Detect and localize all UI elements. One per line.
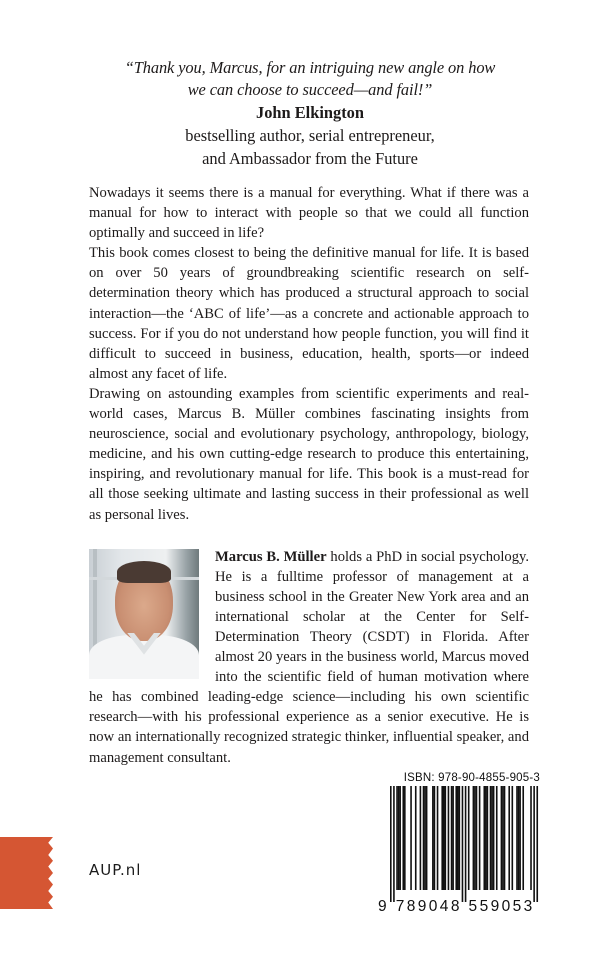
barcode-bar bbox=[483, 786, 485, 890]
barcode-bar bbox=[452, 786, 454, 890]
barcode-bar bbox=[432, 786, 434, 890]
publisher-url: AUP.nl bbox=[89, 861, 142, 879]
barcode-bar bbox=[451, 786, 453, 890]
barcode-bar bbox=[487, 786, 489, 890]
barcode-bar bbox=[448, 786, 450, 890]
quote-author: John Elkington bbox=[256, 103, 364, 122]
barcode-bar bbox=[468, 786, 470, 890]
isbn-label: ISBN: 978-90-4855-905-3 bbox=[403, 772, 540, 784]
barcode-bar bbox=[512, 786, 514, 890]
author-name: Marcus B. Müller bbox=[215, 548, 327, 565]
barcode-bar bbox=[479, 786, 481, 890]
barcode-bar bbox=[491, 786, 493, 890]
quote-line: “Thank you, Marcus, for an intriguing new angle on how bbox=[124, 58, 496, 77]
barcode-bar bbox=[455, 786, 457, 890]
barcode-bar bbox=[476, 786, 478, 890]
blurb-paragraph: Drawing on astounding examples from scientific experiments and real-world cases, Marcus B. Müller combines fascinating insights from neuroscience, social and evolutionary psychology, anthropology, biology, medicine, and his own cutting-edge research to produce this entertaining, inspiring, and revolutionary manual for life. This book is a must-read for all those seeking ultimate and lasting success in their professional as well as personal lives. bbox=[89, 385, 529, 523]
barcode-bar bbox=[518, 786, 520, 890]
isbn-digits: 9 789048 559053 bbox=[378, 898, 535, 915]
author-bio bbox=[89, 547, 529, 768]
barcode-bar bbox=[501, 786, 503, 890]
barcode-bar bbox=[410, 786, 412, 890]
barcode-bar bbox=[390, 786, 392, 902]
barcode-bar bbox=[434, 786, 436, 890]
barcode-bar bbox=[502, 786, 504, 890]
barcode-bar bbox=[399, 786, 401, 890]
barcode-bar bbox=[398, 786, 400, 890]
barcode-bar bbox=[504, 786, 506, 890]
barcode-bar bbox=[536, 786, 538, 902]
endorsement-quote bbox=[80, 57, 540, 170]
barcode-bar bbox=[533, 786, 535, 902]
photo-shirt bbox=[89, 635, 199, 679]
publisher-logo-tab bbox=[0, 837, 53, 909]
barcode-bar bbox=[424, 786, 426, 890]
barcode-bar bbox=[516, 786, 518, 890]
barcode-bar bbox=[519, 786, 521, 890]
barcode-bar bbox=[415, 786, 417, 890]
barcode-bar bbox=[423, 786, 425, 890]
barcode-bar bbox=[473, 786, 475, 890]
barcode-bar bbox=[462, 786, 464, 902]
barcode-bar bbox=[508, 786, 510, 890]
author-photo bbox=[89, 549, 199, 679]
barcode-bar bbox=[474, 786, 476, 890]
barcode-bar bbox=[441, 786, 443, 890]
barcode-bar bbox=[485, 786, 487, 890]
photo-hair bbox=[117, 561, 171, 583]
blurb-paragraph: Nowadays it seems there is a manual for everything. What if there was a manual for how to interact with people so that we could all function optimally and succeed in life? bbox=[89, 185, 529, 242]
barcode-bar bbox=[393, 786, 395, 902]
barcode-bar bbox=[396, 786, 398, 890]
barcode-bar bbox=[426, 786, 428, 890]
back-cover-text-column bbox=[89, 183, 529, 768]
barcode-bar bbox=[522, 786, 524, 890]
barcode-bar bbox=[459, 786, 461, 890]
blurb-paragraph: This book comes closest to being the definitive manual for life. It is based on over 50 years of groundbreaking scientific research on self-determination theory which has produced a structural approach to social interaction—the ‘ABC of life’—as a concrete and actionable approach to success. For if you do not understand how people function, you will find it difficult to succeed in business, education, health, sports—or indeed almost any facet of life. bbox=[89, 245, 529, 382]
barcode-bar bbox=[457, 786, 459, 890]
author-bio-text: holds a PhD in social psychology. He is a fulltime professor of management at a business school in the Greater New York area and an international scholar at the Center for Self-Determination Theory (CSDT) in Florida. After almost 20 years in the business world, Marcus moved into the scientific field of human motivation where he has combined leading-edge science—including his own scientific research—with his professional experience as a senior executive. He is now an internationally recognized strategic thinker, influential speaker, and management consultant. bbox=[89, 548, 529, 766]
barcode-bar bbox=[530, 786, 532, 890]
barcode-bar bbox=[445, 786, 447, 890]
barcode-bar bbox=[420, 786, 422, 890]
quote-author-role: and Ambassador from the Future bbox=[202, 149, 418, 168]
barcode-icon bbox=[378, 786, 540, 902]
barcode-bar bbox=[465, 786, 467, 902]
barcode-bar bbox=[437, 786, 439, 890]
quote-author-role: bestselling author, serial entrepreneur, bbox=[185, 126, 435, 145]
book-blurb bbox=[89, 183, 529, 525]
barcode-bar bbox=[496, 786, 498, 890]
barcode-bar bbox=[404, 786, 406, 890]
barcode-bar bbox=[493, 786, 495, 890]
barcode-bar bbox=[402, 786, 404, 890]
quote-line: we can choose to succeed—and fail!” bbox=[187, 80, 433, 99]
barcode-bar bbox=[443, 786, 445, 890]
isbn-barcode-block bbox=[378, 772, 540, 916]
barcode-bar bbox=[490, 786, 492, 890]
